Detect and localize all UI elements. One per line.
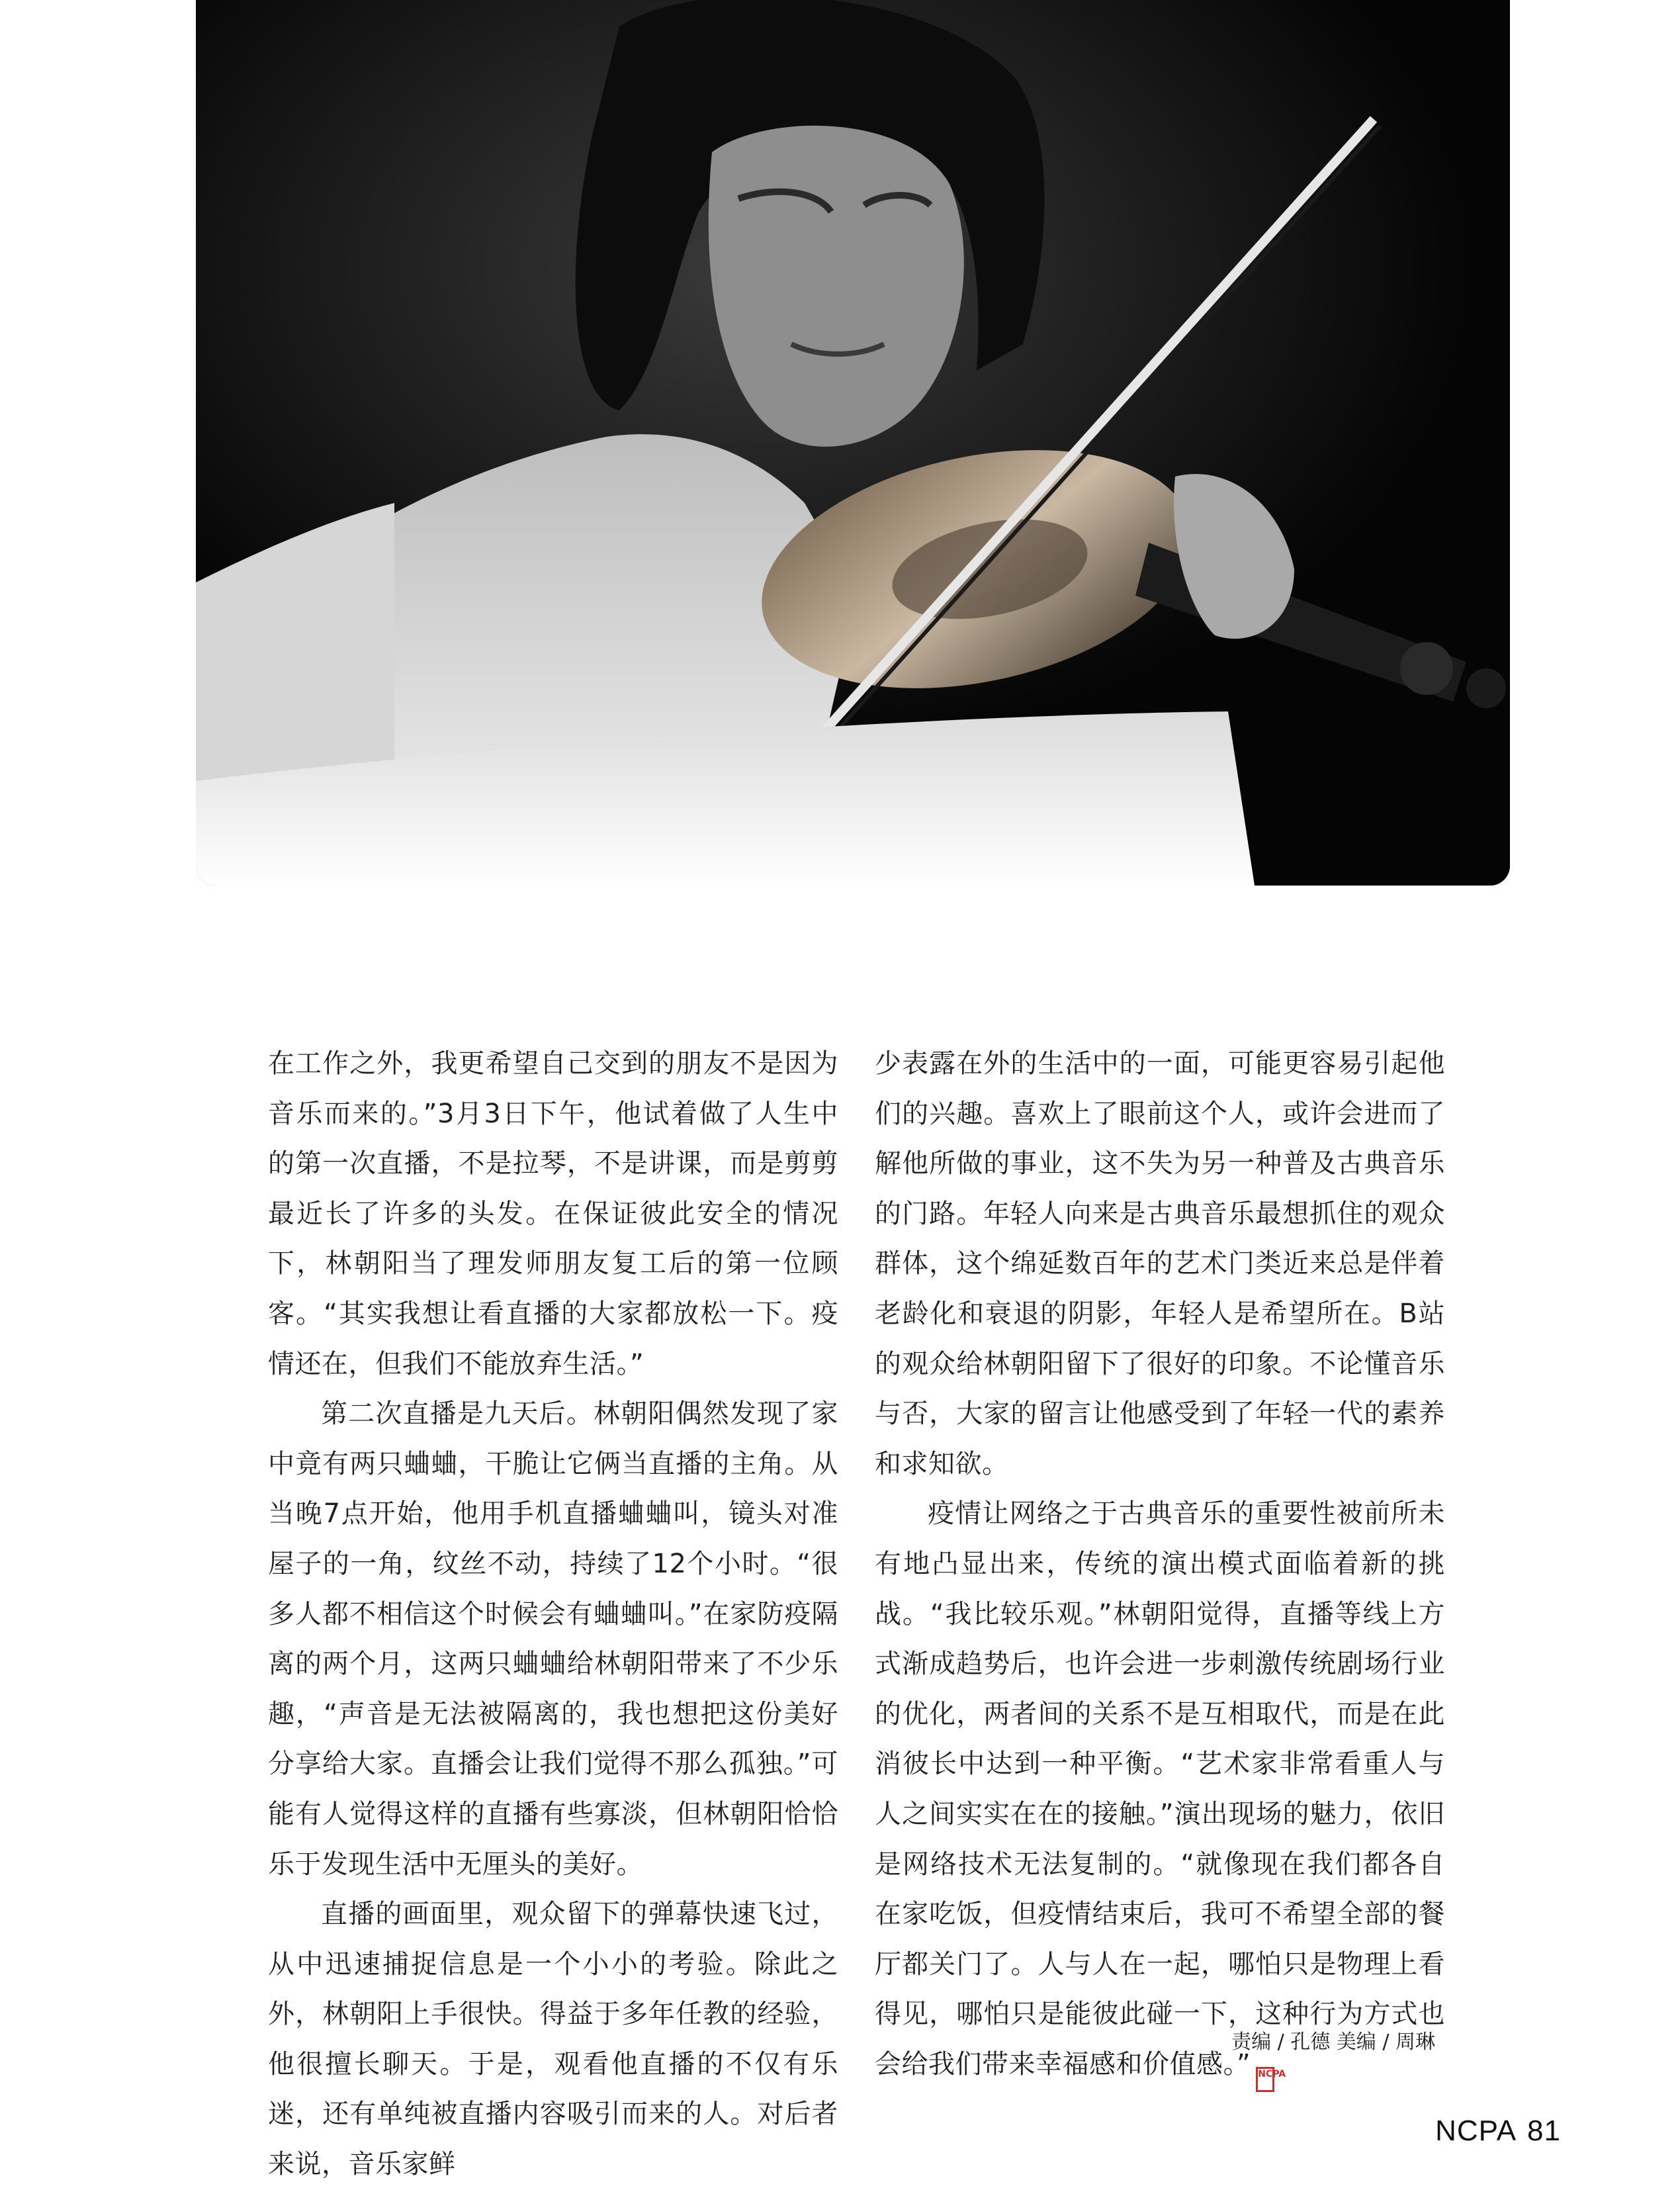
folio-brand: NCPA xyxy=(1435,2115,1517,2147)
paragraph: 少表露在外的生活中的一面，可能更容易引起他们的兴趣。喜欢上了眼前这个人，或许会进而了解他所做的事业，这不失为另一种普及古典音乐的门路。年轻人向来是古典音乐最想抓住的观众群体，这个绵延数百年的艺术门类近来总是伴着老龄化和衰退的阴影，年轻人是希望所在。B站的观众给林朝阳留下了很好的印象。不论懂音乐与否，大家的留言让他感受到了年轻一代的素养和求知欲。 xyxy=(875,1048,1445,1479)
paragraph: 直播的画面里，观众留下的弹幕快速飞过，从中迅速捕捉信息是一个小小的考验。除此之外，林朝阳上手很快。得益于多年任教的经验，他很擅长聊天。于是，观看他直播的不仅有乐迷，还有单纯被直播内容吸引而来的人。对后者来说，音乐家鲜 xyxy=(268,1899,838,2180)
editor-credits: 责编 / 孔德 美编 / 周琳 xyxy=(1231,2030,1435,2054)
violinist-photo xyxy=(196,0,1510,886)
article-column-left xyxy=(268,1039,838,2190)
paragraph: 在工作之外，我更希望自己交到的朋友不是因为音乐而来的。”3月3日下午，他试着做了人生中的第一次直播，不是拉琴，不是讲课，而是剪剪最近长了许多的头发。在保证彼此安全的情况下，林朝阳当了理发师朋友复工后的第一位顾客。“其实我想让看直播的大家都放松一下。疫情还在，但我们不能放弃生活。” xyxy=(268,1048,838,1379)
page-number: 81 xyxy=(1527,2115,1561,2147)
article-column-right xyxy=(875,1039,1445,2092)
ncpa-end-mark-icon: NCPA xyxy=(1256,2067,1274,2092)
paragraph-text: 疫情让网络之于古典音乐的重要性被前所未有地凸显出来，传统的演出模式面临着新的挑战。“我比较乐观。”林朝阳觉得，直播等线上方式渐成趋势后，也许会进一步刺激传统剧场行业的优化，两者间的关系不是互相取代，而是在此消彼长中达到一种平衡。“艺术家非常看重人与人之间实实在在的接触。”演出现场的魅力，依旧是网络技术无法复制的。“就像现在我们都各自在家吃饭，但疫情结束后，我可不希望全部的餐厅都关门了。人与人在一起，哪怕只是物理上看得见，哪怕只是能彼此碰一下，这种行为方式也会给我们带来幸福感和价值感。” xyxy=(875,1498,1445,2079)
violinist-photo-illustration xyxy=(196,0,1510,886)
page-folio xyxy=(1435,2115,1561,2148)
paragraph: 第二次直播是九天后。林朝阳偶然发现了家中竟有两只蛐蛐，干脆让它俩当直播的主角。从当晚7点开始，他用手机直播蛐蛐叫，镜头对准屋子的一角，纹丝不动，持续了12个小时。“很多人都不相信这个时候会有蛐蛐叫。”在家防疫隔离的两个月，这两只蛐蛐给林朝阳带来了不少乐趣，“声音是无法被隔离的，我也想把这份美好分享给大家。直播会让我们觉得不那么孤独。”可能有人觉得这样的直播有些寡淡，但林朝阳恰恰乐于发现生活中无厘头的美好。 xyxy=(268,1398,838,1880)
paragraph-final xyxy=(875,1489,1445,2092)
